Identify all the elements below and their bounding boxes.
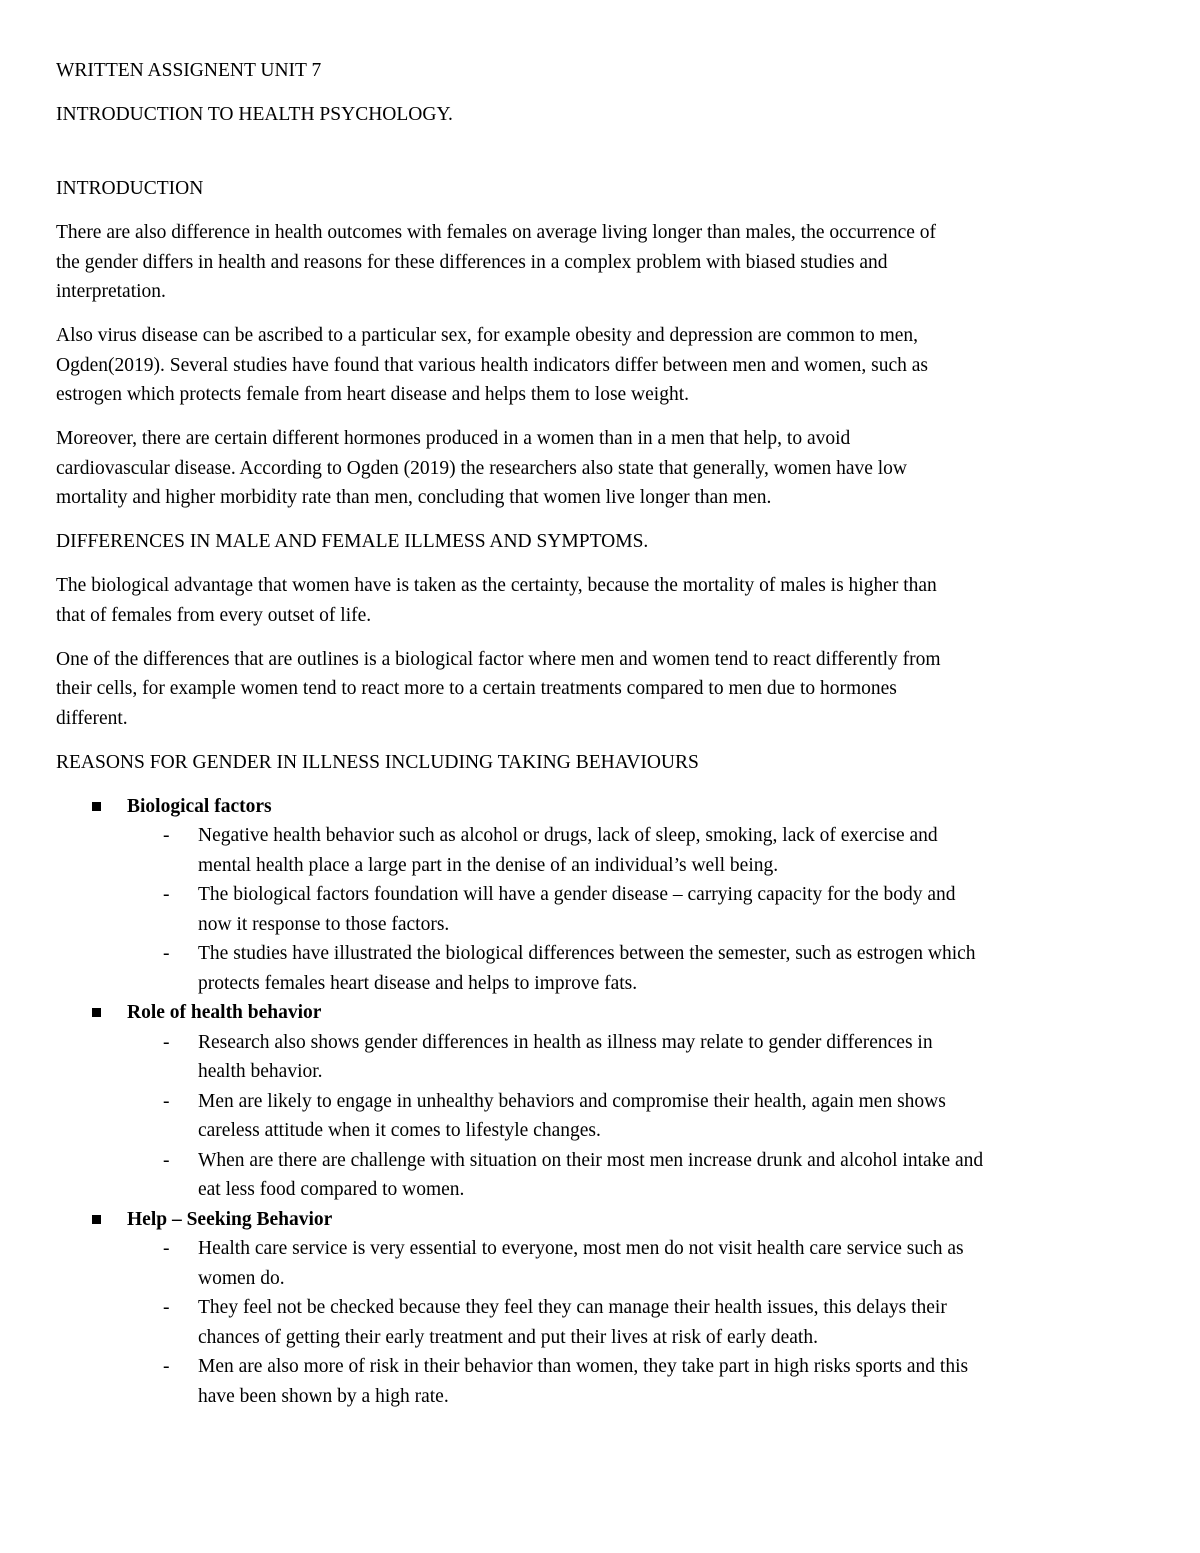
section-title: Biological factors [127, 795, 272, 817]
list-item [127, 1293, 1146, 1352]
paragraph-line: There are also difference in health outcomes with females on average living longer than males, the occurrence of [56, 222, 937, 243]
differences-heading: DIFFERENCES IN MALE AND FEMALE ILLMESS AND SYMPTOMS. [56, 531, 649, 552]
item-line: chances of getting their early treatment and put their lives at risk of early death. [198, 1326, 818, 1348]
list-item [127, 821, 1146, 880]
list-item [127, 1352, 1146, 1411]
section-title: Help – Seeking Behavior [127, 1208, 333, 1230]
item-line: now it response to those factors. [198, 913, 450, 935]
dash-bullet: - [163, 1238, 170, 1259]
item-line: They feel not be checked because they feel they can manage their health issues, this delays their [198, 1297, 947, 1318]
section-role-of-health-behavior [56, 998, 1146, 1205]
intro-paragraph-3 [56, 424, 1146, 513]
paragraph-line: mortality and higher morbidity rate than men, concluding that women live longer than men. [56, 487, 772, 508]
item-line: mental health place a large part in the denise of an individual’s well being. [198, 854, 779, 876]
paragraph-line: cardiovascular disease. According to Ogden (2019) the researchers also state that generally, women have low [56, 457, 908, 479]
square-bullet-icon [92, 1215, 101, 1224]
course-title: INTRODUCTION TO HEALTH PSYCHOLOGY. [56, 104, 453, 125]
item-line: Men are also more of risk in their behavior than women, they take part in high risks sports and this [198, 1356, 969, 1377]
intro-paragraph-2 [56, 321, 1146, 410]
paragraph-line: Moreover, there are certain different hormones produced in a women than in a men that help, to avoid [56, 428, 851, 449]
item-line: have been shown by a high rate. [198, 1385, 449, 1407]
section-biological-factors [56, 792, 1146, 999]
square-bullet-icon [92, 1008, 101, 1017]
item-line: women do. [198, 1267, 285, 1289]
dash-bullet: - [163, 1090, 170, 1112]
sub-list [127, 821, 1146, 998]
list-item [127, 1028, 1146, 1087]
reasons-heading: REASONS FOR GENDER IN ILLNESS INCLUDING TAKING BEHAVIOURS [56, 751, 699, 773]
item-line: Health care service is very essential to everyone, most men do not visit health care service such as [198, 1238, 964, 1259]
dash-bullet: - [163, 1297, 170, 1318]
dash-bullet: - [163, 943, 170, 964]
item-line: careless attitude when it comes to lifestyle changes. [198, 1120, 601, 1141]
item-line: eat less food compared to women. [198, 1179, 465, 1200]
item-line: Research also shows gender differences in health as illness may relate to gender differences in [198, 1031, 933, 1053]
dash-bullet: - [163, 1356, 170, 1377]
paragraph-line: Ogden(2019). Several studies have found that various health indicators differ between men and women, such as [56, 354, 929, 376]
paragraph-line: Also virus disease can be ascribed to a particular sex, for example obesity and depression are common to men, [56, 325, 919, 346]
item-line: When are there are challenge with situation on their most men increase drunk and alcohol intake and [198, 1149, 984, 1171]
item-line: The biological factors foundation will have a gender disease – carrying capacity for the body and [198, 884, 956, 905]
list-item [127, 1146, 1146, 1205]
differences-paragraph-2 [56, 645, 1146, 734]
intro-paragraph-1 [56, 218, 1146, 307]
dash-bullet: - [163, 884, 170, 905]
differences-paragraph-1 [56, 571, 1146, 630]
paragraph-line: estrogen which protects female from heart disease and helps them to lose weight. [56, 384, 690, 405]
paragraph-line: their cells, for example women tend to react more to a certain treatments compared to men due to hormones [56, 678, 897, 699]
paragraph-line: interpretation. [56, 281, 166, 302]
paragraph-line: the gender differs in health and reasons for these differences in a complex problem with biased studies and [56, 251, 888, 273]
item-line: Men are likely to engage in unhealthy behaviors and compromise their health, again men shows [198, 1090, 946, 1112]
dash-bullet: - [163, 1149, 170, 1171]
list-item [127, 939, 1146, 998]
item-line: protects females heart disease and helps to improve fats. [198, 972, 638, 994]
list-item [127, 880, 1146, 939]
list-item [127, 1234, 1146, 1293]
dash-bullet: - [163, 825, 170, 846]
item-line: health behavior. [198, 1061, 323, 1082]
section-help-seeking-behavior [56, 1205, 1146, 1412]
reasons-list [56, 792, 1146, 1412]
paragraph-line: different. [56, 707, 128, 729]
paragraph-line: One of the differences that are outlines is a biological factor where men and women tend to react differently from [56, 648, 941, 670]
paragraph-line: that of females from every outset of life. [56, 604, 372, 626]
paragraph-line: The biological advantage that women have is taken as the certainty, because the mortality of males is higher than [56, 575, 937, 596]
section-title: Role of health behavior [127, 1002, 322, 1023]
assignment-title: WRITTEN ASSIGNENT UNIT 7 [56, 60, 322, 81]
introduction-heading: INTRODUCTION [56, 178, 204, 199]
list-item [127, 1087, 1146, 1146]
dash-bullet: - [163, 1031, 170, 1053]
sub-list [127, 1028, 1146, 1205]
square-bullet-icon [92, 802, 101, 811]
title-spacer [56, 144, 1146, 174]
document-body [56, 56, 1146, 1411]
item-line: Negative health behavior such as alcohol or drugs, lack of sleep, smoking, lack of exercise and [198, 825, 938, 846]
item-line: The studies have illustrated the biological differences between the semester, such as estrogen which [198, 943, 976, 964]
sub-list [127, 1234, 1146, 1411]
